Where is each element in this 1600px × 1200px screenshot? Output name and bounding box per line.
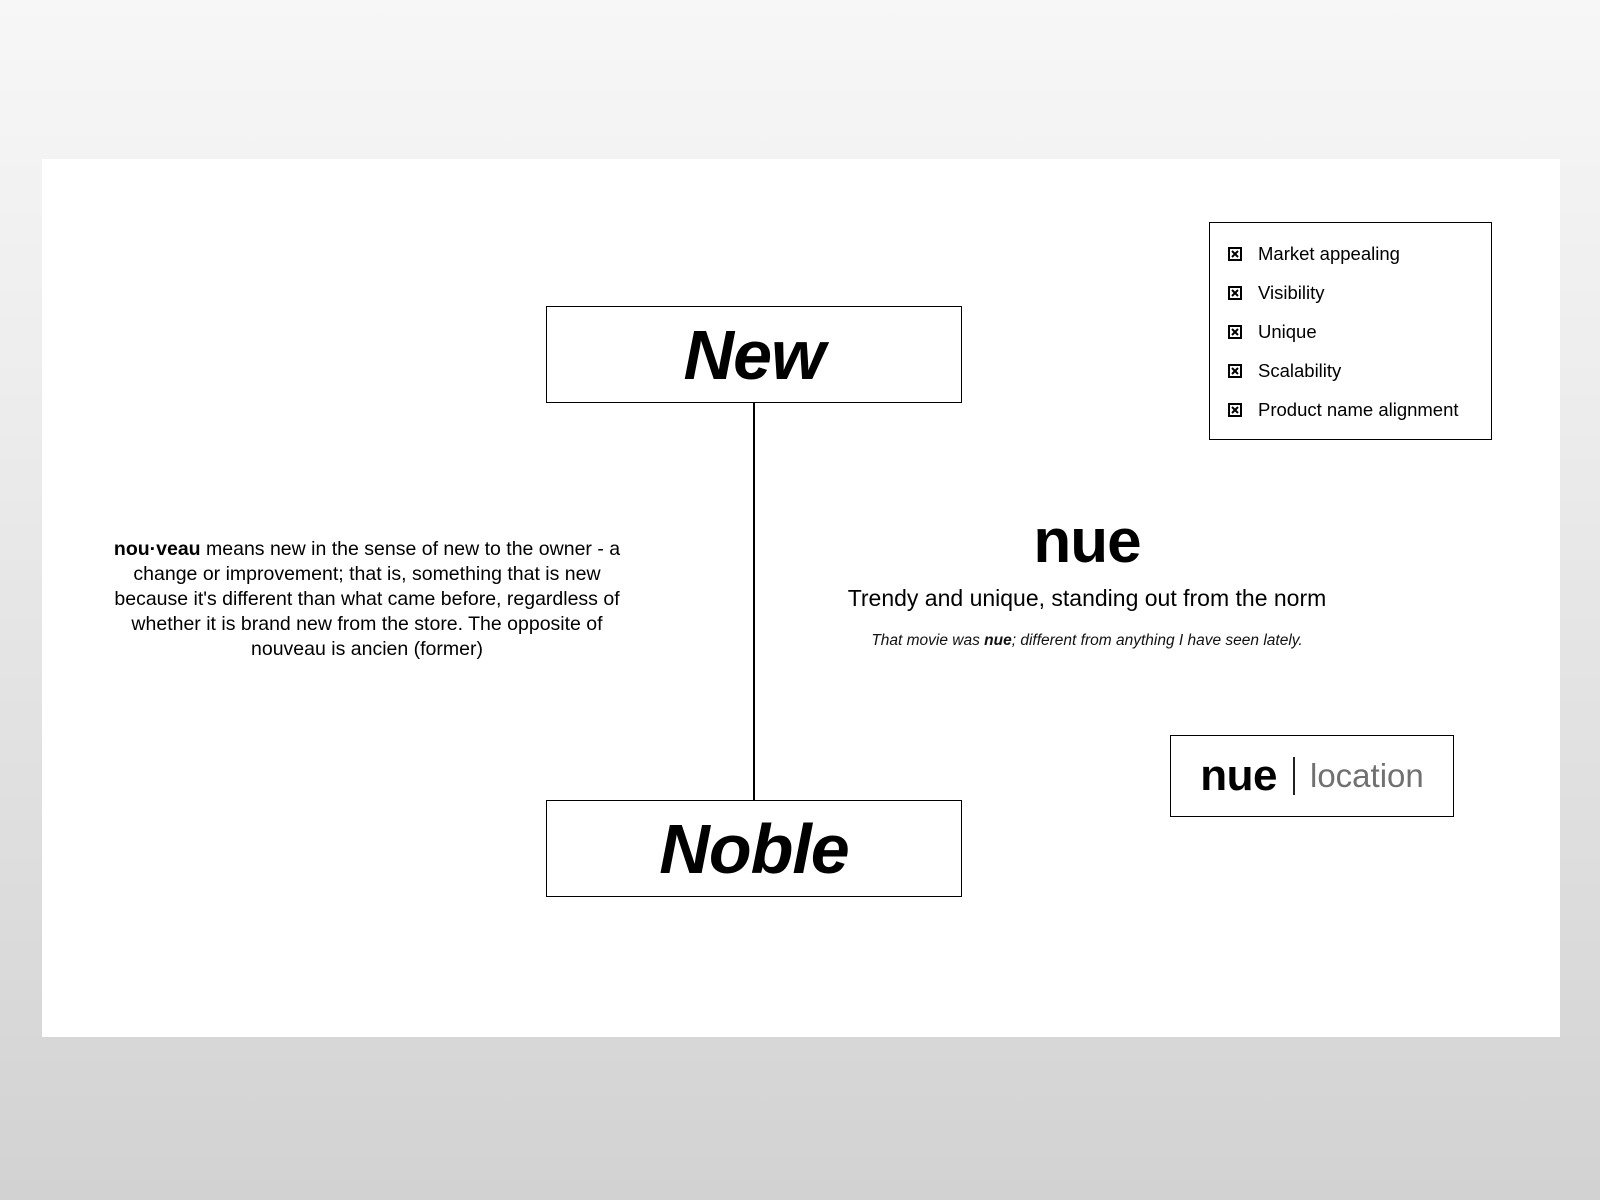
definition-body: means new in the sense of new to the owner - a change or improvement; that is, something that is new because it's different than what came before, regardless of whether it is brand new from the store. The opposite of nouveau is ancien (former) (114, 538, 621, 660)
criteria-checklist (1209, 222, 1492, 440)
example-before: That movie was (871, 632, 985, 649)
definition-term: nou·veau (113, 538, 201, 560)
checklist-label: Scalability (1258, 359, 1342, 381)
checklist-item-scalability (1228, 351, 1491, 390)
nue-definition-block (802, 507, 1372, 650)
checklist-label: Unique (1258, 320, 1317, 342)
connector-line (753, 403, 755, 800)
new-word: New (683, 315, 825, 394)
nouveau-definition (104, 537, 630, 662)
example-bold-word: nue (984, 632, 1012, 649)
logo-location: location (1309, 757, 1424, 794)
checklist-item-product-name-alignment (1228, 390, 1491, 429)
example-after: ; different from anything I have seen lately. (1011, 632, 1303, 649)
checked-box-icon (1228, 364, 1242, 378)
nue-subtitle: Trendy and unique, standing out from the norm (847, 585, 1327, 611)
new-word-box (546, 306, 962, 403)
nue-example-sentence (802, 632, 1372, 650)
checked-box-icon (1228, 403, 1242, 417)
logo-brand: nue (1200, 751, 1277, 800)
slide-canvas (42, 159, 1560, 1037)
checklist-item-visibility (1228, 274, 1491, 313)
checked-box-icon (1228, 325, 1242, 339)
checklist-item-unique (1228, 313, 1491, 352)
checklist-label: Market appealing (1258, 243, 1400, 265)
noble-word-box (546, 800, 962, 897)
noble-word: Noble (659, 809, 849, 888)
checklist-label: Product name alignment (1258, 398, 1459, 420)
checklist-item-market-appealing (1228, 235, 1491, 274)
nue-title: nue (1033, 507, 1141, 576)
checked-box-icon (1228, 247, 1242, 261)
logo-separator (1293, 757, 1295, 795)
nue-logo-box (1170, 735, 1454, 817)
checklist-label: Visibility (1258, 282, 1325, 304)
checked-box-icon (1228, 286, 1242, 300)
